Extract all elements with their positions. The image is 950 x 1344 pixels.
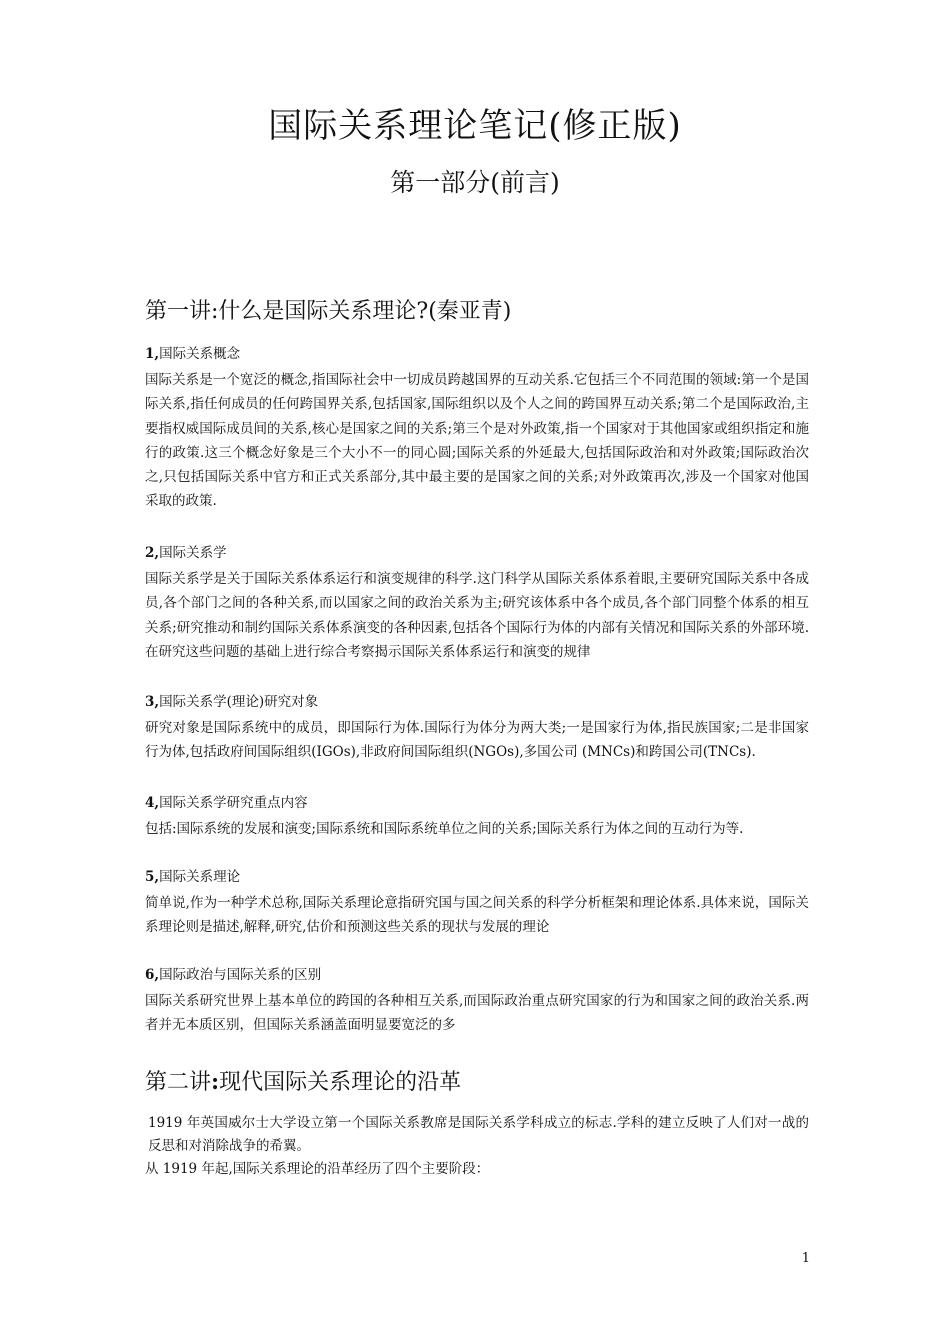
paragraph: 1919 年英国威尔士大学设立第一个国际关系教席是国际关系学科成立的标志.学科的建立反映了人们对一战的反思和对消除战争的希翼。 (148, 1115, 809, 1154)
section-5 (145, 867, 809, 940)
section-title: 国际关系学 (159, 545, 227, 561)
lecture-1-heading: 第一讲:什么是国际关系理论?(秦亚青) (145, 299, 512, 324)
lecture-2-intro (145, 1112, 809, 1181)
document-subtitle: 第一部分(前言) (390, 168, 560, 197)
section-title: 国际政治与国际关系的区别 (159, 967, 322, 983)
section-heading (145, 965, 809, 985)
section-2 (145, 543, 809, 664)
page-number: 1 (801, 1251, 810, 1266)
section-heading (145, 867, 809, 887)
section-number: 1, (145, 346, 160, 362)
section-body: 研究对象是国际系统中的成员，即国际行为体.国际行为体分为两大类;一是国家行为体,指民族国家;二是非国家行为体,包括政府间国际组织(IGOs),非政府间国际组织(NGOs),多国公司 (MNCs)和跨国公司(TNCs). (145, 720, 809, 761)
lecture-2-heading-rest: 现代国际关系理论的沿革 (219, 1070, 462, 1095)
paragraph: 从 1919 年起,国际关系理论的沿革经历了四个主要阶段： (145, 1161, 490, 1177)
lecture-2-heading-colon: : (211, 1069, 220, 1095)
section-heading (145, 543, 809, 563)
section-title: 国际关系理论 (159, 869, 241, 885)
lecture-2-heading (145, 1067, 461, 1098)
section-title: 国际关系学(理论)研究对象 (159, 694, 319, 710)
section-title: 国际关系学研究重点内容 (159, 795, 308, 811)
section-number: 5, (145, 869, 160, 885)
section-body: 国际关系学是关于国际关系体系运行和演变规律的科学.这门科学从国际关系体系着眼,主要研究国际关系中各成员,各个部门之间的各种关系,而以国家之间的政治关系为主;研究该体系中各个成员,各个部门同整个体系的相互关系;研究推动和制约国际关系体系演变的各种因素,包括各个国际行为体的内部有关情况和国际关系的外部环境.在研究这些问题的基础上进行综合考察揭示国际关系体系运行和演变的规律 (145, 571, 809, 660)
section-number: 4, (145, 795, 160, 811)
section-1 (145, 344, 809, 514)
section-body: 简单说,作为一种学术总称,国际关系理论意指研究国与国之间关系的科学分析框架和理论体系.具体来说，国际关系理论则是描述,解释,研究,估价和预测这些关系的现状与发展的理论 (145, 895, 809, 936)
document-title: 国际关系理论笔记(修正版) (268, 106, 682, 146)
section-body: 国际关系研究世界上基本单位的跨国的各种相互关系,而国际政治重点研究国家的行为和国家之间的政治关系.两者并无本质区别，但国际关系涵盖面明显要宽泛的多 (145, 993, 809, 1034)
section-6 (145, 965, 809, 1038)
section-4 (145, 793, 809, 841)
section-heading (145, 692, 809, 712)
lecture-2-heading-prefix: 第二讲 (145, 1070, 212, 1095)
section-number: 6, (145, 967, 160, 983)
section-heading (145, 344, 809, 364)
section-body: 包括:国际系统的发展和演变;国际系统和国际系统单位之间的关系;国际关系行为体之间的互动行为等. (145, 821, 744, 837)
section-number: 2, (145, 545, 160, 561)
section-number: 3, (145, 694, 160, 710)
section-heading (145, 793, 809, 813)
section-title: 国际关系概念 (159, 346, 241, 362)
section-3 (145, 692, 809, 765)
section-body: 国际关系是一个宽泛的概念,指国际社会中一切成员跨越国界的互动关系.它包括三个不同范围的领域:第一个是国际关系,指任何成员的任何跨国界关系,包括国家,国际组织以及个人之间的跨国界互动关系;第二个是国际政治,主要指权威国际成员间的关系,核心是国家之间的关系;第三个是对外政策,指一个国家对于其他国家或组织指定和施行的政策.这三个概念好象是三个大小不一的同心圆;国际关系的外延最大,包括国际政治和对外政策;国际政治次之,只包括国际关系中官方和正式关系部分,其中最主要的是国家之间的关系;对外政策再次,涉及一个国家对他国采取的政策. (145, 372, 809, 510)
